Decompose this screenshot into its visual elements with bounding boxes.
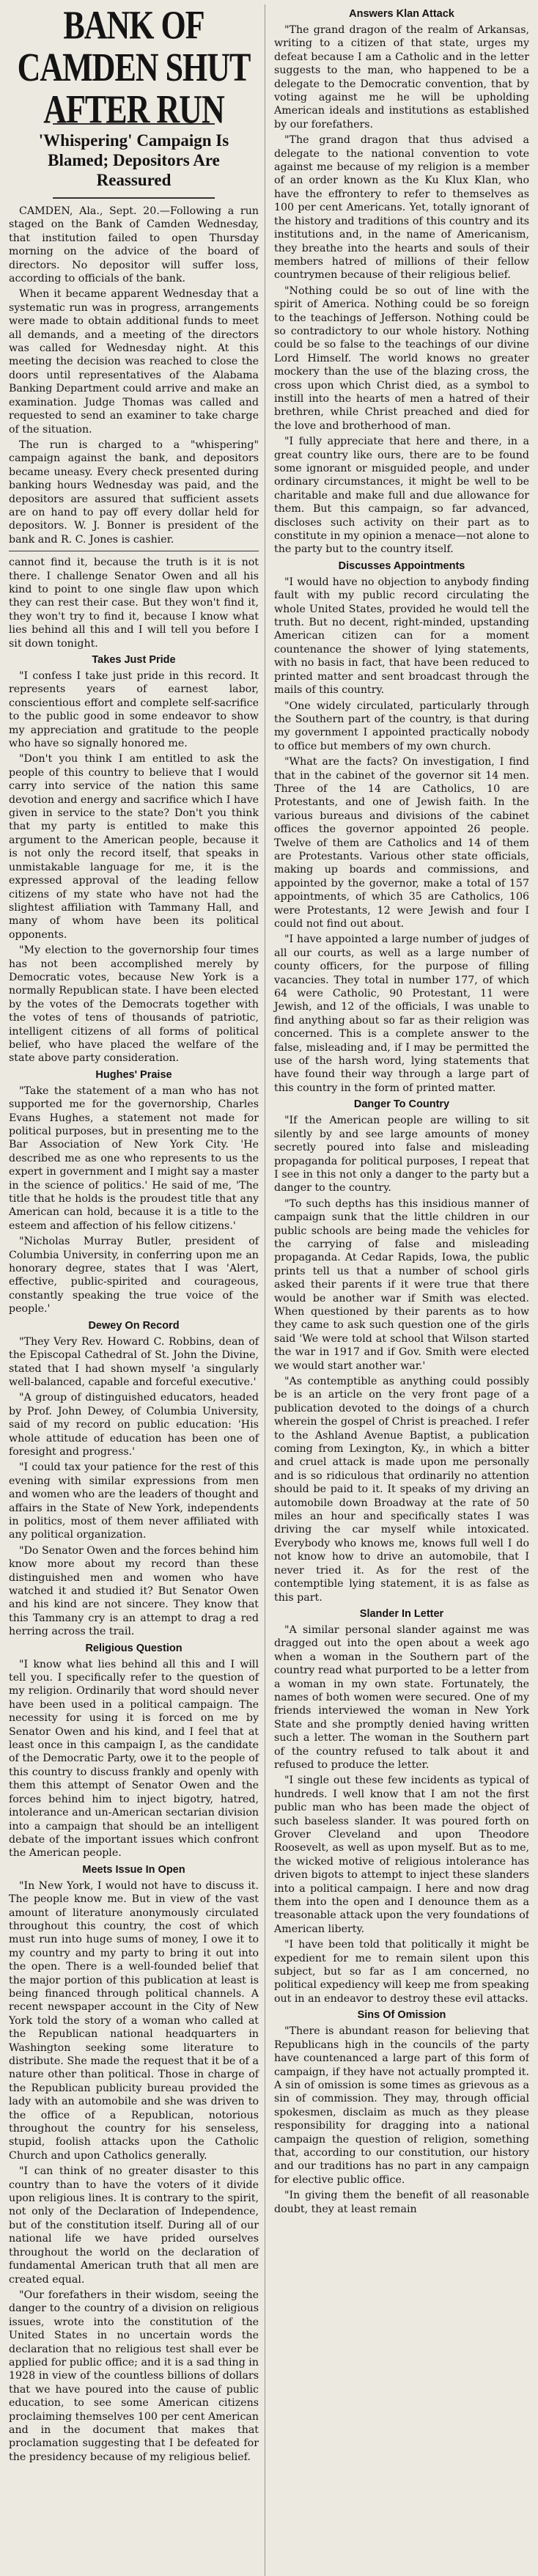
speech-paragraph: "I have appointed a large number of judges of all our courts, as well as a large number of county officers, for the purpose of filling vacancies. They total in number 177, of which 64 were Catholic, 90 Protestant, 11 were Jewish, and 12 of the officials, I was unable to find anything about so far as their religion was concerned. This is a complete answer to the false, misleading and, if I may be permitted the use of the harsh word, lying statements that have found their way through a large part of this country in the form of printed matter. — [274, 933, 529, 1094]
right-column — [273, 4, 529, 2576]
speech-paragraph: "What are the facts? On investigation, I find that in the cabinet of the governor sit 14 men. Three of the 14 are Catholics, 10 are Protestants, and one of Jewish faith. In the various bureaus and divisions of the cabinet offices the governor appointed 26 people. Twelve of them are Catholics and 14 of them are Protestants. Various other state officials, making up boards and commissions, and appointed by the governor, make a total of 157 appointments, of which 35 are Catholics, 106 were Protestants, 12 were Jewish and four I could not find out about. — [274, 756, 529, 930]
speech-paragraph: "One widely circulated, particularly through the Southern part of the country, is that during my government I appointed practically nobody to office but members of my own church. — [274, 700, 529, 752]
speech-paragraph: cannot find it, because the truth is it is not there. I challenge Senator Owen and all his kind to point to one single flaw upon which they can rest their case. But they won't find it, they won't try to find it, because I know what lies behind all this and I will tell you before I sit down tonight. — [9, 557, 259, 650]
deck-rule — [53, 197, 215, 199]
speech-paragraph: "I confess I take just pride in this record. It represents years of earnest labor, conscientious effort and complete self-sacrifice to the public good in some endeavor to show my appreciation and gratitude to the people who have so signally honored me. — [9, 670, 259, 750]
speech-paragraph: "In New York, I would not have to discuss it. The people know me. But in view of the vast amount of literature anonymously circulated throughout this country, the cost of which must run into huge sums of money, I owe it to my country and my party to bring it out into the open. There is a well-founded belief that the major portion of this publication at least is being financed through political channels. A recent newspaper account in the City of New York told the story of a woman who called at the Republican national headquarters in Washington seeking some literature to distribute. She made the request that it be of a nature other than political. Those in charge of the Republican publicity bureau provided the lady with an automobile and she was driven to the office of a Republican, notorious throughout the country for his senseless, stupid, foolish attacks upon the Catholic Church and upon Catholics generally. — [9, 1879, 259, 2162]
left-column — [9, 4, 265, 2576]
subhead: Religious Question — [85, 1642, 183, 1654]
speech-paragraph: "In giving them the benefit of all reasonable doubt, they at least remain — [274, 2190, 529, 2215]
speech-paragraph: "My election to the governorship four times has not been accomplished merely by Democratic votes, because New York is a normally Republican state. I have been elected by the votes of the Democrats together with the votes of tens of thousands of patriotic, intelligent citizens of all forms of political belief, who have placed the welfare of the state above party consideration. — [9, 944, 259, 1065]
subhead: Takes Just Pride — [92, 654, 176, 666]
speech-paragraph: "Do Senator Owen and the forces behind him know more about my record than these distinguished men and women who have watched it and studied it? But Senator Owen and his kind are not sincere. They know that this Tammany cry is an attempt to drag a red herring across the trail. — [9, 1544, 259, 1638]
speech-paragraph: "The grand dragon of the realm of Arkansas, writing to a citizen of that state, urges my defeat because I am a Catholic and in the letter suggests to the man, who happened to be a delegate to the Democratic convention, that by voting against me he will be upholding American ideals and institutions as established by our forefathers. — [274, 24, 529, 131]
speech-paragraph: "I fully appreciate that here and there, in a great country like ours, there are to be found some ignorant or misguided people, and under ordinary circumstances, it might be well to be charitable and make full and due allowance for them. But this campaign, so far advanced, discloses such activity on their part as to constitute in my opinion a menace—not alone to the party but to the country itself. — [274, 436, 529, 556]
deck-headline: 'Whispering' Campaign Is Blamed; Depositors Are Reassured — [38, 131, 229, 189]
story-paragraph: When it became apparent Wednesday that a systematic run was in progress, arrangements were made to obtain additional funds to meet all demands, and a meeting of the directors was called for Wednesday night. At this meeting the decision was reached to close the doors until representatives of the Alabama Banking Department could arrive and make an examination. Judge Thomas was called and requested to send an examiner to take charge of the situation. — [9, 288, 259, 436]
bank-story-body — [9, 205, 259, 546]
subhead: Discusses Appointments — [338, 559, 465, 572]
subhead: Answers Klan Attack — [349, 8, 454, 20]
speech-paragraph: "To such depths has this insidious manner of campaign sunk that the little children in our public schools are being made the vehicles for the carrying of false and misleading propaganda. At Cedar Rapids, Iowa, the public prints tell us that a number of school girls asked their parents if it were true that there would be another war if Smith was elected. When questioned by their parents as to how they came to ask such question one of the girls said 'We were told at school that Wilson started the war in 1917 and if Gov. Smith were elected we would start another war.' — [274, 1197, 529, 1372]
speech-paragraph: "I single out these few incidents as typical of hundreds. I well know that I am not the first public man who has been made the object of such baseless slander. It was poured forth on Grover Cleveland and upon Theodore Roosevelt, as well as upon myself. But as to me, the wicked motive of religious intolerance has driven bigots to attempt to inject these slanders into a political campaign. I here and now drag them into the open and I denounce them as a treasonable attack upon the very foundations of American liberty. — [274, 1775, 529, 1935]
speech-paragraph: "The grand dragon that thus advised a delegate to the national convention to vote against me because of my religion is a member of an order known as the Ku Klux Klan, who have the effrontery to refer to themselves as 100 per cent Americans. Yet, totally ignorant of the history and traditions of this country and its institutions and, in the name of Americanism, they breathe into the hearts and souls of their members hatred of millions of their fellow countrymen because of their religious belief. — [274, 134, 529, 282]
speech-paragraph: "I know what lies behind all this and I will tell you. I specifically refer to the question of my religion. Ordinarily that word should never have been used in a political campaign. The necessity for using it is forced on me by Senator Owen and his kind, and I feel that at least once in this campaign I, as the candidate of the Democratic Party, owe it to the people of this country to discuss frankly and openly with them this attempt of Senator Owen and the forces behind him to inject bigotry, hatred, intolerance and un-American sectarian division into a campaign that should be an intelligent debate of the important issues which confront the American people. — [9, 1658, 259, 1860]
speech-paragraph: "There is abundant reason for believing that Republicans high in the councils of the party have countenanced a large part of this form of campaign, if they have not actually prompted it. A sin of omission is some times as grievous as a sin of commission. They may, through official spokesmen, disclaim as much as they please responsibility for dragging into a national campaign the question of religion, something that, according to our constitution, our history and our traditions has no part in any campaign for elective public office. — [274, 2025, 529, 2186]
speech-paragraph: "Our forefathers in their wisdom, seeing the danger to the country of a division on religious issues, wrote into the constitution of the United States in no uncertain words the declaration that no religious test shall ever be applied for public office; and it is a sad thing in 1928 in view of the countless billions of dollars that we have poured into the cause of public education, to see some American citizens proclaiming themselves 100 per cent American and in the document that makes that proclamation suggesting that I be defeated for the presidency because of my religious belief. — [9, 2289, 259, 2463]
speech-paragraph: "I can think of no greater disaster to this country than to have the voters of it divide upon religious lines. It is contrary to the spirit, not only of the Declaration of Independence, but of the constitution itself. During all of our national life we have prided ourselves throughout the world on the declaration of fundamental American truth that all men are created equal. — [9, 2165, 259, 2286]
subhead: Danger To Country — [353, 1098, 450, 1111]
speech-paragraph: "I could tax your patience for the rest of this evening with similar expressions from men and women who are the leaders of thought and affairs in the State of New York, independents in politics, most of them never affiliated with any political organization. — [9, 1461, 259, 1541]
subhead: Hughes' Praise — [95, 1068, 172, 1081]
speech-paragraph: "Nicholas Murray Butler, president of Columbia University, in conferring upon me an honorary degree, states that I was 'Alert, effective, public-spirited and courageous, constantly speaking the true voice of the people.' — [9, 1236, 259, 1315]
speech-paragraph: "As contemptible as anything could possibly be is an article on the very front page of a publication devoted to the doings of a church wherein the gospel of Christ is preached. I refer to the Ashland Avenue Baptist, a publication coming from Lexington, Ky., in which a bitter and cruel attack is made upon me personally and is so ridiculous that ordinarily no attention should be paid to it. It speaks of my driving an automobile down Broadway at the rate of 50 miles an hour and specifically states I was driving the car myself while intoxicated. Everybody who knows me, knows full well I do not know how to drive an automobile, that I never tried it. As for the rest of the contemptible lying statement, it is as false as this part. — [274, 1376, 529, 1604]
story-paragraph: The run is charged to a "whispering" campaign against the bank, and depositors became uneasy. Every check presented during banking hours Wednesday was paid, and the depositors are assured that sufficient assets are on hand to pay off every dollar held for depositors. W. J. Bonner is president of the bank and R. C. Jones is cashier. — [9, 438, 259, 546]
speech-body-left — [9, 556, 259, 2464]
speech-paragraph: "If the American people are willing to sit silently by and see large amounts of money secretly poured into false and misleading propaganda for political purposes, I repeat that I see in this not only a danger to the party but a danger to the country. — [274, 1115, 529, 1195]
speech-body-right — [274, 7, 529, 2216]
subhead: Dewey On Record — [88, 1319, 180, 1332]
headline: BANK OF CAMDEN SHUT AFTER RUN — [17, 4, 251, 132]
speech-paragraph: "Nothing could be so out of line with the spirit of America. Nothing could be so foreign to the teachings of Jefferson. Nothing could be so contradictory to our whole history. Nothing could be so false to the teachings of our divine Lord Himself. The world knows no greater mockery than the use of the blazing cross, the cross upon which Christ died, as a symbol to instill into the hearts of men a hatred of their brethren, while Christ preached and died for the love and brotherhood of man. — [274, 285, 529, 432]
subhead: Slander In Letter — [359, 1607, 444, 1620]
subhead: Meets Issue In Open — [82, 1863, 185, 1876]
subhead: Sins Of Omission — [357, 2009, 446, 2022]
speech-paragraph: "Take the statement of a man who has not supported me for the governorship, Charles Evans Hughes, a statement not made for political purposes, but in presenting me to the Bar Association of New York City. 'He described me as one who represents to us the expert in government and I might say a master in the science of politics.' He said of me, 'The title that he holds is the proudest title that any American can hold, because it is a title to the esteem and affection of his fellow citizens.' — [9, 1085, 259, 1232]
speech-paragraph: "I would have no objection to anybody finding fault with my public record circulating the whole United States, provided he would tell the truth. But no decent, right-minded, upstanding American citizen can for a moment countenance the shower of lying statements, with no basis in fact, that have been reduced to printed matter and sent broadcast through the mails of this country. — [274, 576, 529, 697]
speech-paragraph: "I have been told that politically it might be expedient for me to remain silent upon this subject, but so far as I am concerned, no political expediency will keep me from speaking out in an endeavor to destroy these evil attacks. — [274, 1939, 529, 2005]
speech-paragraph: "A group of distinguished educators, headed by Prof. John Dewey, of Columbia University, said of my record on public education: 'His whole attitude of education has been one of foresight and progress.' — [9, 1392, 259, 1458]
speech-paragraph: "A similar personal slander against me was dragged out into the open about a week ago when a woman in the Southern part of the country read what purported to be a letter from a woman in my own state. Fortunately, the names of both women were secured. One of my friends interviewed the woman in New York State and she promptly denied having written such a letter. The woman in the Southern part of the country refused to talk about it and refused to produce the letter. — [274, 1623, 529, 1771]
speech-paragraph: "They Very Rev. Howard C. Robbins, dean of the Episcopal Cathedral of St. John the Divine, stated that I had shown myself 'a singularly well-balanced, capable and forceful executive.' — [9, 1335, 259, 1388]
speech-paragraph: "Don't you think I am entitled to ask the people of this country to believe that I would carry into service of the nation this same devotion and energy and sacrifice which I have given in service to the state? Don't you think that my party is entitled to make this argument to the American people, because it is not only the record itself, that speaks in unmistakable language for me, it is the expressed approval of the leading fellow citizens of my state who have not had the slightest affiliation with Tammany Hall, and many of whom have been its political opponents. — [9, 753, 259, 941]
dateline-paragraph: CAMDEN, Ala., Sept. 20.—Following a run staged on the Bank of Camden Wednesday, that institution failed to open Thursday morning on the advice of the board of directors. No depositor will suffer loss, according to officials of the bank. — [9, 205, 259, 285]
